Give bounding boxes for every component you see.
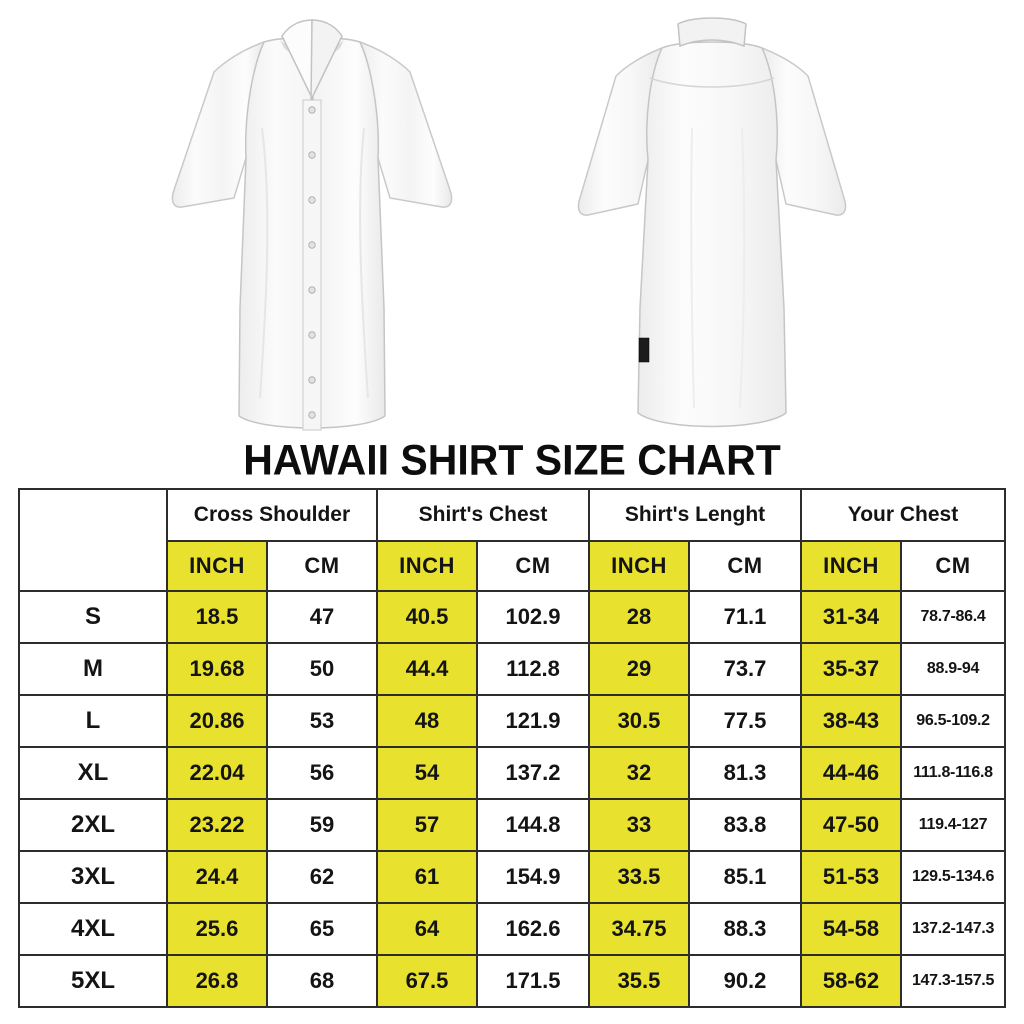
table-row bbox=[19, 695, 1005, 747]
inch-value-cell: 20.86 bbox=[167, 695, 267, 747]
group-header-your-chest: Your Chest bbox=[801, 489, 1005, 541]
unit-header-inch: INCH bbox=[801, 541, 901, 591]
cm-value-cell: 56 bbox=[267, 747, 377, 799]
cm-value-cell: 121.9 bbox=[477, 695, 589, 747]
cm-value-cell: 83.8 bbox=[689, 799, 801, 851]
cm-value-cell: 96.5-109.2 bbox=[901, 695, 1005, 747]
table-row bbox=[19, 851, 1005, 903]
cm-value-cell: 81.3 bbox=[689, 747, 801, 799]
table-row bbox=[19, 747, 1005, 799]
cm-value-cell: 59 bbox=[267, 799, 377, 851]
group-header-shirts-chest: Shirt's Chest bbox=[377, 489, 589, 541]
shirt-images bbox=[0, 0, 1024, 440]
inch-value-cell: 22.04 bbox=[167, 747, 267, 799]
cm-value-cell: 119.4-127 bbox=[901, 799, 1005, 851]
inch-value-cell: 26.8 bbox=[167, 955, 267, 1007]
cm-value-cell: 111.8-116.8 bbox=[901, 747, 1005, 799]
inch-value-cell: 19.68 bbox=[167, 643, 267, 695]
cm-value-cell: 102.9 bbox=[477, 591, 589, 643]
cm-value-cell: 137.2 bbox=[477, 747, 589, 799]
group-header-cross-shoulder: Cross Shoulder bbox=[167, 489, 377, 541]
inch-value-cell: 54 bbox=[377, 747, 477, 799]
unit-header-cm: CM bbox=[901, 541, 1005, 591]
table-row bbox=[19, 903, 1005, 955]
shirt-back-image bbox=[512, 8, 912, 438]
inch-value-cell: 33.5 bbox=[589, 851, 689, 903]
shirt-back-svg bbox=[512, 8, 912, 438]
hem-tag bbox=[639, 338, 649, 362]
inch-value-cell: 64 bbox=[377, 903, 477, 955]
inch-value-cell: 57 bbox=[377, 799, 477, 851]
size-label: S bbox=[19, 591, 167, 643]
size-label: L bbox=[19, 695, 167, 747]
unit-header-cm: CM bbox=[477, 541, 589, 591]
size-label: 4XL bbox=[19, 903, 167, 955]
inch-value-cell: 51-53 bbox=[801, 851, 901, 903]
cm-value-cell: 171.5 bbox=[477, 955, 589, 1007]
table-row bbox=[19, 591, 1005, 643]
unit-header-inch: INCH bbox=[589, 541, 689, 591]
cm-value-cell: 50 bbox=[267, 643, 377, 695]
cm-value-cell: 137.2-147.3 bbox=[901, 903, 1005, 955]
table-row bbox=[19, 955, 1005, 1007]
cm-value-cell: 88.9-94 bbox=[901, 643, 1005, 695]
shirt-front-svg bbox=[112, 8, 512, 438]
cm-value-cell: 65 bbox=[267, 903, 377, 955]
inch-value-cell: 23.22 bbox=[167, 799, 267, 851]
unit-header-cm: CM bbox=[689, 541, 801, 591]
inch-value-cell: 31-34 bbox=[801, 591, 901, 643]
table-row bbox=[19, 799, 1005, 851]
page-title: HAWAII SHIRT SIZE CHART bbox=[243, 435, 781, 485]
inch-value-cell: 29 bbox=[589, 643, 689, 695]
unit-header-inch: INCH bbox=[167, 541, 267, 591]
size-table-body bbox=[19, 591, 1005, 1007]
cm-value-cell: 73.7 bbox=[689, 643, 801, 695]
size-label: 2XL bbox=[19, 799, 167, 851]
cm-value-cell: 88.3 bbox=[689, 903, 801, 955]
unit-header-inch: INCH bbox=[377, 541, 477, 591]
group-header-shirts-lenght: Shirt's Lenght bbox=[589, 489, 801, 541]
group-header-row bbox=[19, 489, 1005, 541]
inch-value-cell: 24.4 bbox=[167, 851, 267, 903]
inch-value-cell: 33 bbox=[589, 799, 689, 851]
size-label: XL bbox=[19, 747, 167, 799]
cm-value-cell: 112.8 bbox=[477, 643, 589, 695]
cm-value-cell: 68 bbox=[267, 955, 377, 1007]
cm-value-cell: 78.7-86.4 bbox=[901, 591, 1005, 643]
inch-value-cell: 35-37 bbox=[801, 643, 901, 695]
inch-value-cell: 54-58 bbox=[801, 903, 901, 955]
cm-value-cell: 62 bbox=[267, 851, 377, 903]
cm-value-cell: 147.3-157.5 bbox=[901, 955, 1005, 1007]
inch-value-cell: 28 bbox=[589, 591, 689, 643]
inch-value-cell: 67.5 bbox=[377, 955, 477, 1007]
size-label: 3XL bbox=[19, 851, 167, 903]
inch-value-cell: 44-46 bbox=[801, 747, 901, 799]
inch-value-cell: 40.5 bbox=[377, 591, 477, 643]
cm-value-cell: 47 bbox=[267, 591, 377, 643]
cm-value-cell: 77.5 bbox=[689, 695, 801, 747]
inch-value-cell: 48 bbox=[377, 695, 477, 747]
inch-value-cell: 34.75 bbox=[589, 903, 689, 955]
size-label: M bbox=[19, 643, 167, 695]
inch-value-cell: 44.4 bbox=[377, 643, 477, 695]
inch-value-cell: 58-62 bbox=[801, 955, 901, 1007]
cm-value-cell: 85.1 bbox=[689, 851, 801, 903]
unit-header-row bbox=[19, 541, 1005, 591]
inch-value-cell: 25.6 bbox=[167, 903, 267, 955]
inch-value-cell: 38-43 bbox=[801, 695, 901, 747]
size-column-header bbox=[19, 489, 167, 591]
inch-value-cell: 32 bbox=[589, 747, 689, 799]
cm-value-cell: 53 bbox=[267, 695, 377, 747]
size-label: 5XL bbox=[19, 955, 167, 1007]
inch-value-cell: 61 bbox=[377, 851, 477, 903]
table-row bbox=[19, 643, 1005, 695]
inch-value-cell: 35.5 bbox=[589, 955, 689, 1007]
inch-value-cell: 30.5 bbox=[589, 695, 689, 747]
inch-value-cell: 47-50 bbox=[801, 799, 901, 851]
cm-value-cell: 129.5-134.6 bbox=[901, 851, 1005, 903]
cm-value-cell: 71.1 bbox=[689, 591, 801, 643]
shirt-front-image bbox=[112, 8, 512, 438]
cm-value-cell: 144.8 bbox=[477, 799, 589, 851]
unit-header-cm: CM bbox=[267, 541, 377, 591]
inch-value-cell: 18.5 bbox=[167, 591, 267, 643]
cm-value-cell: 90.2 bbox=[689, 955, 801, 1007]
size-chart-table bbox=[18, 488, 1006, 1008]
cm-value-cell: 162.6 bbox=[477, 903, 589, 955]
cm-value-cell: 154.9 bbox=[477, 851, 589, 903]
